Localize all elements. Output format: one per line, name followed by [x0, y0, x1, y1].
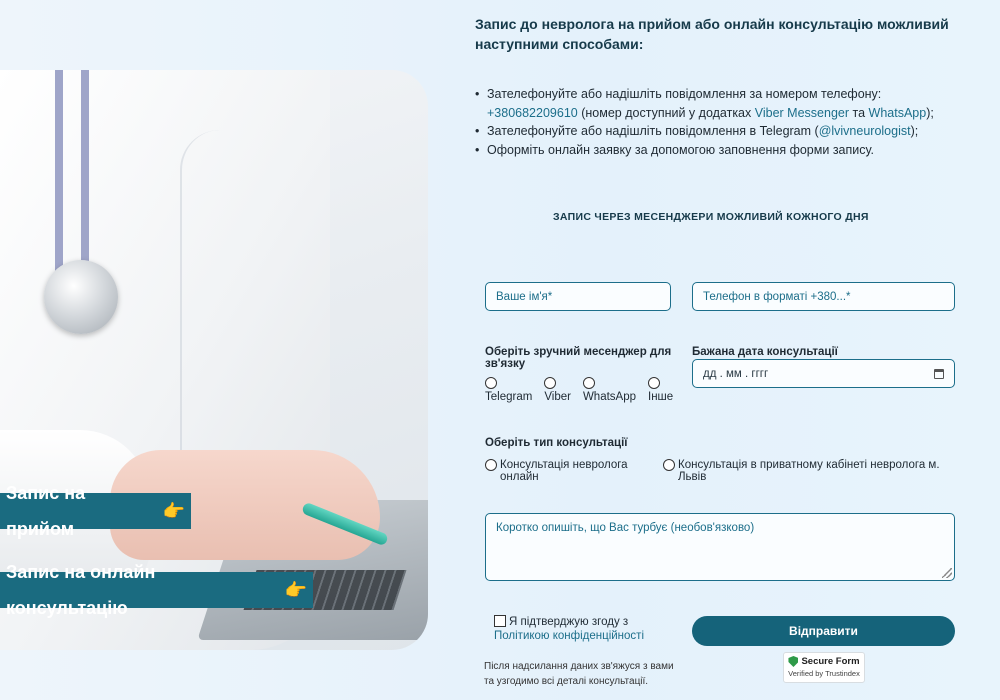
- radio-label: Консультація невролога онлайн: [500, 459, 628, 483]
- submit-button[interactable]: Відправити: [692, 616, 955, 646]
- radio-type-online[interactable]: [485, 459, 645, 483]
- radio-type-office[interactable]: [663, 459, 948, 483]
- message-textarea[interactable]: [485, 513, 955, 581]
- badge-title: [784, 656, 864, 667]
- method-phone-text: Зателефонуйте або надішліть повідомлення за номером телефону:: [487, 87, 882, 101]
- radio-other[interactable]: [648, 377, 673, 403]
- consent-text: Я підтверджую згоду з: [509, 616, 629, 628]
- radio-viber[interactable]: [544, 377, 571, 403]
- radio-telegram[interactable]: [485, 377, 532, 403]
- method-and: та: [852, 105, 866, 120]
- radio-label: Консультація в приватному кабінеті невролога м. Львів: [678, 459, 940, 483]
- radio-label: WhatsApp: [582, 391, 637, 403]
- radio-circle[interactable]: [485, 459, 497, 471]
- whatsapp-link[interactable]: WhatsApp: [868, 105, 927, 120]
- consent: [494, 615, 674, 643]
- after-submit-note: Після надсилання даних зв'яжуся з вами та узгодимо всі деталі консультації.: [484, 661, 674, 687]
- consultation-type-label: Оберіть тип консультації: [485, 437, 628, 449]
- method-phone-mid: (номер доступний у додатках: [581, 105, 752, 120]
- method-telegram-text: Зателефонуйте або надішліть повідомлення в Telegram (: [487, 124, 819, 138]
- phone-input[interactable]: [703, 291, 944, 303]
- radio-label: Viber: [544, 391, 571, 403]
- name-input[interactable]: [496, 291, 660, 303]
- method-telegram: [475, 122, 965, 141]
- secure-form-badge[interactable]: [783, 652, 865, 683]
- method-telegram-suffix: );: [910, 124, 919, 138]
- radio-whatsapp[interactable]: [583, 377, 636, 403]
- contact-methods-list: [475, 85, 965, 159]
- telegram-link[interactable]: @lvivneurologist: [818, 124, 911, 138]
- radio-label: Інше: [648, 391, 674, 403]
- radio-circle[interactable]: [663, 459, 675, 471]
- radio-circle[interactable]: [544, 377, 556, 389]
- method-phone: [475, 85, 965, 122]
- stethoscope-icon: [44, 260, 118, 334]
- date-label: Бажана дата консультації: [692, 346, 838, 358]
- shield-check-icon: [788, 656, 798, 667]
- radio-circle[interactable]: [648, 377, 660, 389]
- appointment-link-label: Запис на прийом: [6, 483, 86, 539]
- online-consultation-link[interactable]: [0, 562, 313, 618]
- calendar-icon[interactable]: [934, 369, 944, 379]
- badge-subtitle: Verified by Trustindex: [788, 669, 860, 678]
- viber-link[interactable]: Viber Messenger: [754, 105, 850, 120]
- pointing-hand-icon: 👉: [284, 580, 307, 600]
- messenger-radio-group: [485, 377, 685, 403]
- badge-title-text: Secure Form: [801, 656, 860, 667]
- messenger-label: Оберіть зручний месенджер для зв'язку: [485, 346, 672, 370]
- name-field[interactable]: [485, 282, 671, 311]
- online-consultation-link-label: Запис на онлайн консультацію: [6, 562, 156, 618]
- method-form: • Оформіть онлайн заявку за допомогою заповнення форми запису.: [475, 141, 965, 160]
- consent-checkbox[interactable]: [494, 615, 506, 627]
- resize-handle-icon[interactable]: [942, 568, 952, 578]
- date-placeholder: дд . мм . гггг: [703, 367, 769, 380]
- privacy-policy-link[interactable]: Політикою конфіденційності: [494, 630, 645, 642]
- coat-fold: [180, 130, 320, 490]
- pointing-hand-icon: 👉: [162, 501, 185, 521]
- phone-field[interactable]: [692, 282, 955, 311]
- phone-link[interactable]: +380682209610: [487, 105, 578, 120]
- radio-label: Telegram: [485, 391, 533, 403]
- method-phone-suffix: );: [926, 105, 934, 120]
- intro-heading: Запис до невролога на прийом або онлайн консультацію можливий наступними способами:: [475, 16, 949, 52]
- messenger-note: ЗАПИС ЧЕРЕЗ МЕСЕНДЖЕРИ МОЖЛИВИЙ КОЖНОГО ДНЯ: [553, 211, 869, 223]
- message-placeholder: Коротко опишіть, що Вас турбує (необов'язково): [496, 522, 755, 534]
- radio-circle[interactable]: [583, 377, 595, 389]
- appointment-link[interactable]: [0, 483, 191, 539]
- date-field[interactable]: [692, 359, 955, 388]
- radio-circle[interactable]: [485, 377, 497, 389]
